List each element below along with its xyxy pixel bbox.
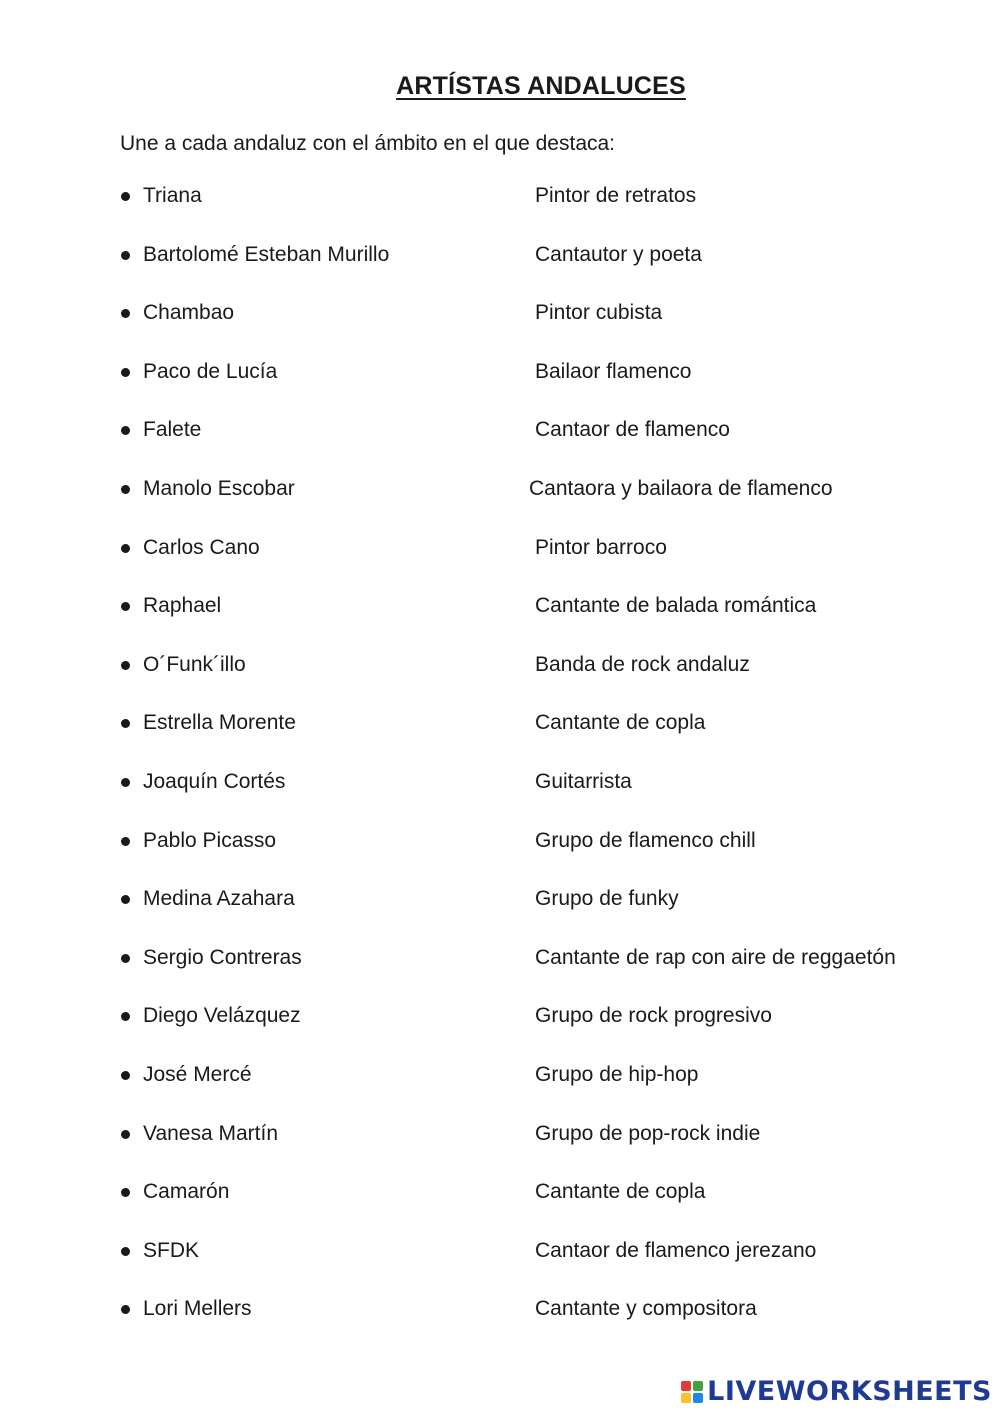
list-item [0,358,1000,417]
bullet-icon [121,1071,130,1080]
field-option[interactable]: Cantante de rap con aire de reggaetón [535,945,896,969]
list-item [0,1295,1000,1354]
artist-name[interactable]: Raphael [143,594,222,618]
field-option[interactable]: Guitarrista [535,769,632,793]
artist-name[interactable]: Manolo Escobar [143,476,295,500]
artist-name[interactable]: O´Funk´illo [143,652,246,676]
bullet-icon [121,661,130,670]
bullet-icon [121,719,130,728]
field-option[interactable]: Grupo de hip-hop [535,1062,699,1086]
bullet-icon [121,895,130,904]
field-option[interactable]: Cantaora y bailaora de flamenco [529,476,833,500]
artist-name[interactable]: SFDK [143,1238,200,1262]
field-option[interactable]: Bailaor flamenco [535,359,692,383]
bullet-icon [121,426,130,435]
field-option[interactable]: Pintor barroco [535,535,667,559]
artist-name[interactable]: Triana [143,184,202,207]
logo-tile [681,1393,691,1403]
artist-name[interactable]: Sergio Contreras [143,945,302,969]
bullet-icon [121,192,130,201]
logo-tile [681,1381,691,1391]
list-item [0,709,1000,768]
field-option[interactable]: Banda de rock andaluz [535,652,750,676]
field-option[interactable]: Cantante de balada romántica [535,594,817,618]
artist-name[interactable]: Lori Mellers [143,1297,252,1321]
artist-name[interactable]: Bartolomé Esteban Murillo [143,242,390,266]
bullet-icon [121,954,130,963]
list-item [0,416,1000,475]
bullet-icon [121,1247,130,1256]
list-item [0,885,1000,944]
bullet-icon [121,1130,130,1139]
artist-name[interactable]: Joaquín Cortés [143,769,286,793]
list-item [0,534,1000,593]
list-item [0,768,1000,827]
field-option[interactable]: Cantante y compositora [535,1297,757,1321]
logo-tile [693,1381,703,1391]
field-option[interactable]: Cantaor de flamenco jerezano [535,1238,817,1262]
list-item [0,1002,1000,1061]
bullet-icon [121,485,130,494]
artist-name[interactable]: Medina Azahara [143,887,295,911]
bullet-icon [121,251,130,260]
artist-name[interactable]: Diego Velázquez [143,1004,301,1028]
field-option[interactable]: Cantaor de flamenco [535,418,730,442]
logo-text: LIVEWORKSHEETS [707,1376,992,1407]
artist-name[interactable]: Carlos Cano [143,535,260,559]
field-option[interactable]: Grupo de flamenco chill [535,828,756,852]
list-item [0,1237,1000,1296]
list-item [0,299,1000,358]
list-item [0,182,1000,241]
bullet-icon [121,544,130,553]
bullet-icon [121,1305,130,1314]
logo-tile [693,1393,703,1403]
logo-tiles-icon [681,1381,703,1403]
artist-name[interactable]: José Mercé [143,1062,252,1086]
liveworksheets-logo [681,1376,992,1407]
bullet-icon [121,1188,130,1197]
bullet-icon [121,309,130,318]
bullet-icon [121,602,130,611]
list-item [0,592,1000,651]
list-item [0,1178,1000,1237]
field-option[interactable]: Pintor cubista [535,301,663,325]
list-item [0,475,1000,534]
artist-name[interactable]: Paco de Lucía [143,359,278,383]
page-title: ARTÍSTAS ANDALUCES [396,72,686,100]
artist-name[interactable]: Chambao [143,301,235,325]
field-option[interactable]: Cantante de copla [535,711,706,735]
list-item [0,1120,1000,1179]
list-item [0,651,1000,710]
artist-name[interactable]: Vanesa Martín [143,1121,279,1145]
bullet-icon [121,778,130,787]
bullet-icon [121,837,130,846]
instructions-text: Une a cada andaluz con el ámbito en el que destaca: [120,132,616,155]
field-option[interactable]: Pintor de retratos [535,184,697,207]
field-option[interactable]: Grupo de rock progresivo [535,1004,772,1028]
field-option[interactable]: Grupo de funky [535,887,679,911]
artist-name[interactable]: Camarón [143,1180,230,1204]
field-option[interactable]: Grupo de pop-rock indie [535,1121,761,1145]
bullet-icon [121,368,130,377]
list-item [0,944,1000,1003]
artist-name[interactable]: Pablo Picasso [143,828,277,852]
list-item [0,241,1000,300]
field-option[interactable]: Cantante de copla [535,1180,706,1204]
artist-name[interactable]: Falete [143,418,202,442]
field-option[interactable]: Cantautor y poeta [535,242,702,266]
artist-name[interactable]: Estrella Morente [143,711,296,735]
bullet-icon [121,1012,130,1021]
list-item [0,827,1000,886]
list-item [0,1061,1000,1120]
matching-list [0,182,1000,1354]
